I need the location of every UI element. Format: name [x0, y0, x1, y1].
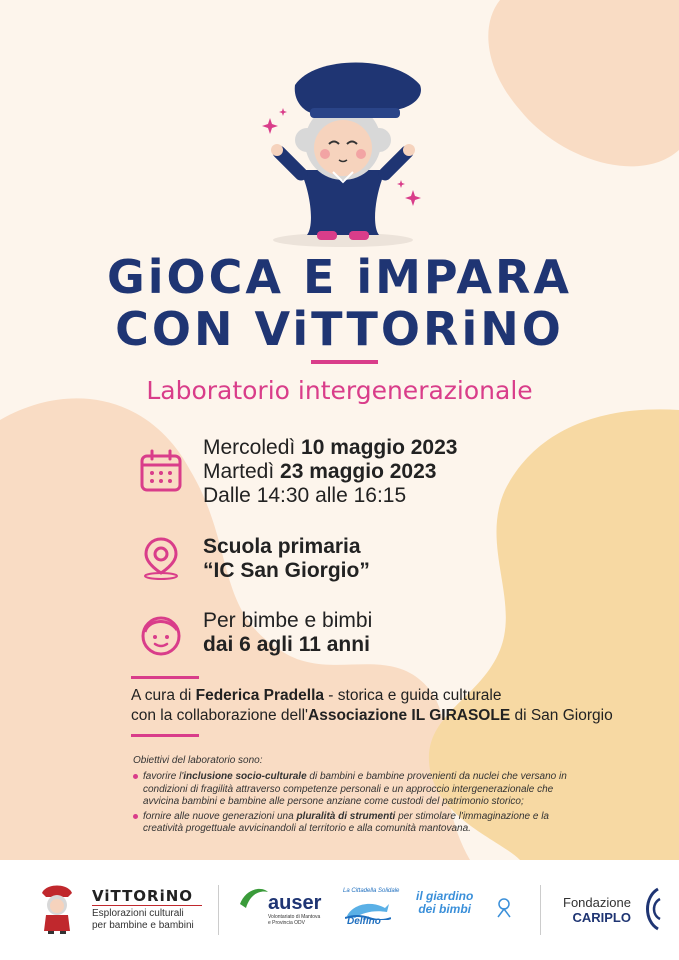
- calendar-icon: [138, 448, 184, 494]
- child-face-icon: [138, 612, 184, 658]
- child-figure-icon: [495, 898, 513, 918]
- location-line-1: Scuola primaria: [203, 535, 361, 558]
- vittorino-logo-icon: [38, 883, 76, 935]
- bullet-icon: [133, 814, 138, 819]
- cariplo-logo-icon: [640, 887, 664, 931]
- footer-separator: [540, 885, 541, 935]
- subtitle: Laboratorio intergenerazionale: [146, 376, 533, 405]
- audience-line-1: Per bimbe e bimbi: [203, 609, 373, 632]
- date-line-2: Martedì 23 maggio 2023: [203, 460, 437, 483]
- cariplo-logo-text: Fondazione CARIPLO: [563, 895, 631, 925]
- objectives-heading: Obiettivi del laboratorio sono:: [133, 755, 263, 766]
- credits-line-2: con la collaborazione dell'Associazione IL GIRASOLE di San Giorgio: [131, 707, 613, 724]
- date-line-1: Mercoledì 10 maggio 2023: [203, 436, 458, 459]
- auser-logo-swoosh: [236, 884, 270, 912]
- credits-block: [131, 686, 613, 726]
- vittorino-logo-name: ViTTORiNO: [92, 887, 194, 905]
- top-right-blob: [488, 0, 679, 166]
- objectives-block: [133, 755, 573, 835]
- audience-line-2: dai 6 agli 11 anni: [203, 633, 370, 656]
- giardino-logo-text: il giardino dei bimbi: [416, 889, 474, 916]
- auser-logo-subtitle: Volontariato di Mantova e Provincia ODV: [268, 914, 321, 926]
- title-line-1: GiOCA E iMPARA: [106, 250, 573, 304]
- title-line-2: CON ViTTORiNO: [115, 302, 564, 356]
- credits-line-1: A cura di Federica Pradella - storica e guida culturale: [131, 687, 502, 704]
- credits-divider-bottom: [131, 734, 199, 737]
- title-divider: [311, 360, 378, 364]
- delfino-logo-top: La Cittadella Solidale: [343, 888, 400, 894]
- location-pin-icon: [138, 535, 184, 581]
- auser-logo-name: auser: [268, 892, 322, 914]
- credits-divider-top: [131, 676, 199, 679]
- delfino-logo-name: Delfino: [347, 916, 381, 927]
- location-block: [203, 535, 370, 583]
- location-line-2: “IC San Giorgio”: [203, 559, 370, 582]
- footer-separator: [218, 885, 219, 935]
- vittorino-logo-tagline: Esplorazioni culturali per bambine e bambini: [92, 908, 194, 931]
- time-line: Dalle 14:30 alle 16:15: [203, 484, 407, 507]
- vittorino-logo-rule: [92, 905, 202, 906]
- objective-item: favorire l'inclusione socio-culturale di bambini e bambine provenienti da nuclei che versano in condizioni di fragilità attraverso competenze personali e un approccio intergenerazionale che avvicina bambini e bambine alle persone anziane come custodi del patrimonio storico;: [133, 771, 573, 808]
- vittorino-mascot-illustration: [255, 50, 430, 250]
- objective-item: fornire alle nuove generazioni una pluralità di strumenti per stimolare l'immaginazione e la creatività progettuale avvicinandoli al territorio e alla comunità mantovana.: [133, 811, 573, 836]
- dates-block: [203, 436, 457, 508]
- audience-block: [203, 609, 372, 657]
- bullet-icon: [133, 774, 138, 779]
